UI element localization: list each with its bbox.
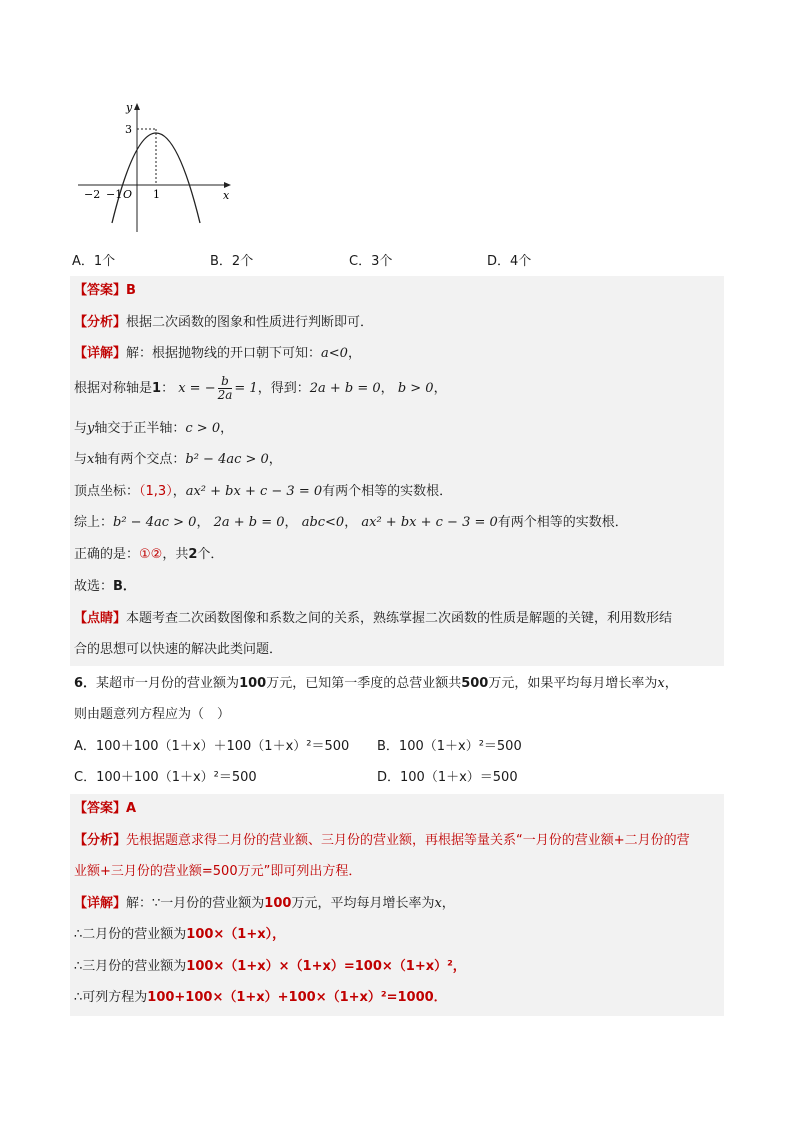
y-axis-arrow (134, 103, 140, 110)
q5-vertex-line: 顶点坐标：（1,3），ax² + bx + c − 3 = 0有两个相等的实数根． (74, 484, 453, 499)
q6-analysis-line-1: 【分析】先根据题意求得二月份的营业额、三月份的营业额，再根据等量关系“一月份的营业额+二月份的营 (74, 833, 690, 848)
x-axis-arrow (224, 182, 231, 188)
q5-options (0, 250, 794, 270)
q6-analysis-line-2: 业额+三月份的营业额=500万元”即可列出方程． (74, 864, 362, 879)
y-tick-3: 3 (125, 123, 132, 136)
fraction-b-over-2a: $\frac{b}{2a}$ (217, 374, 233, 402)
q6-option-a: A．100＋100（1＋x）＋100（1＋x）²＝500 (74, 739, 350, 754)
q6-mar-line: ∴三月份的营业额为100×（1+x）×（1+x）=100×（1+x）²， (74, 959, 466, 974)
q6-option-d: D．100（1＋x）＝500 (377, 770, 518, 785)
q6-stem-line-2: 则由题意列方程应为（ ） (74, 707, 231, 722)
q5-yaxis-line: 与y轴交于正半轴：c > 0， (74, 421, 234, 436)
q5-comment-line-2: 合的思想可以快速的解决此类问题． (74, 642, 283, 657)
q5-correct-line: 正确的是：①②，共2个． (74, 547, 224, 562)
x-tick-1: 1 (153, 188, 160, 201)
q6-stem-line-1: 6．某超市一月份的营业额为100万元，已知第一季度的总营业额共500万元，如果平均每月增长率为x， (74, 676, 678, 691)
q6-option-c: C．100＋100（1＋x）²＝500 (74, 770, 257, 785)
x-tick-neg1: −1 (106, 188, 123, 201)
q5-option-b: B．2个 (210, 254, 254, 269)
q6-solution-box (70, 794, 724, 1016)
q6-equation-line: ∴可列方程为100+100×（1+x）+100×（1+x）²=1000． (74, 990, 447, 1005)
q5-option-d: D．4个 (487, 254, 532, 269)
q5-xaxis-line: 与x轴有两个交点：b² − 4ac > 0， (74, 452, 282, 467)
origin-label: O (123, 188, 133, 201)
q6-option-b: B．100（1＋x）²＝500 (377, 739, 522, 754)
q5-comment-line-1: 【点睛】本题考查二次函数图像和系数之间的关系，熟练掌握二次函数的性质是解题的关键，利用数形结 (74, 611, 673, 626)
q5-solution-box (70, 276, 724, 666)
x-axis-label: x (223, 189, 230, 202)
parabola-graph (76, 96, 236, 236)
q5-option-a: A．1个 (72, 254, 116, 269)
q6-answer-line: 【答案】A (74, 801, 137, 816)
q5-summary-line: 综上：b² − 4ac > 0， 2a + b = 0， abc<0， ax² + bx + c − 3 = 0有两个相等的实数根． (74, 515, 628, 530)
q5-analysis-line: 【分析】根据二次函数的图象和性质进行判断即可． (74, 315, 374, 330)
y-axis-label: y (126, 101, 133, 114)
q5-answer-line: 【答案】B (74, 283, 136, 298)
q5-axis-line: 根据对称轴是1： x = − $\frac{b}{2a}$ = 1，得到：2a + b = 0， b > 0， (74, 374, 447, 402)
q5-detail-line: 【详解】解：根据抛物线的开口朝下可知：a<0， (74, 346, 361, 361)
q5-choose-line: 故选：B． (74, 579, 136, 594)
x-tick-neg2: −2 (84, 188, 101, 201)
q6-detail-line: 【详解】解：∵一月份的营业额为100万元，平均每月增长率为x， (74, 896, 455, 911)
q5-option-c: C．3个 (349, 254, 393, 269)
q6-feb-line: ∴二月份的营业额为100×（1+x）， (74, 927, 286, 942)
